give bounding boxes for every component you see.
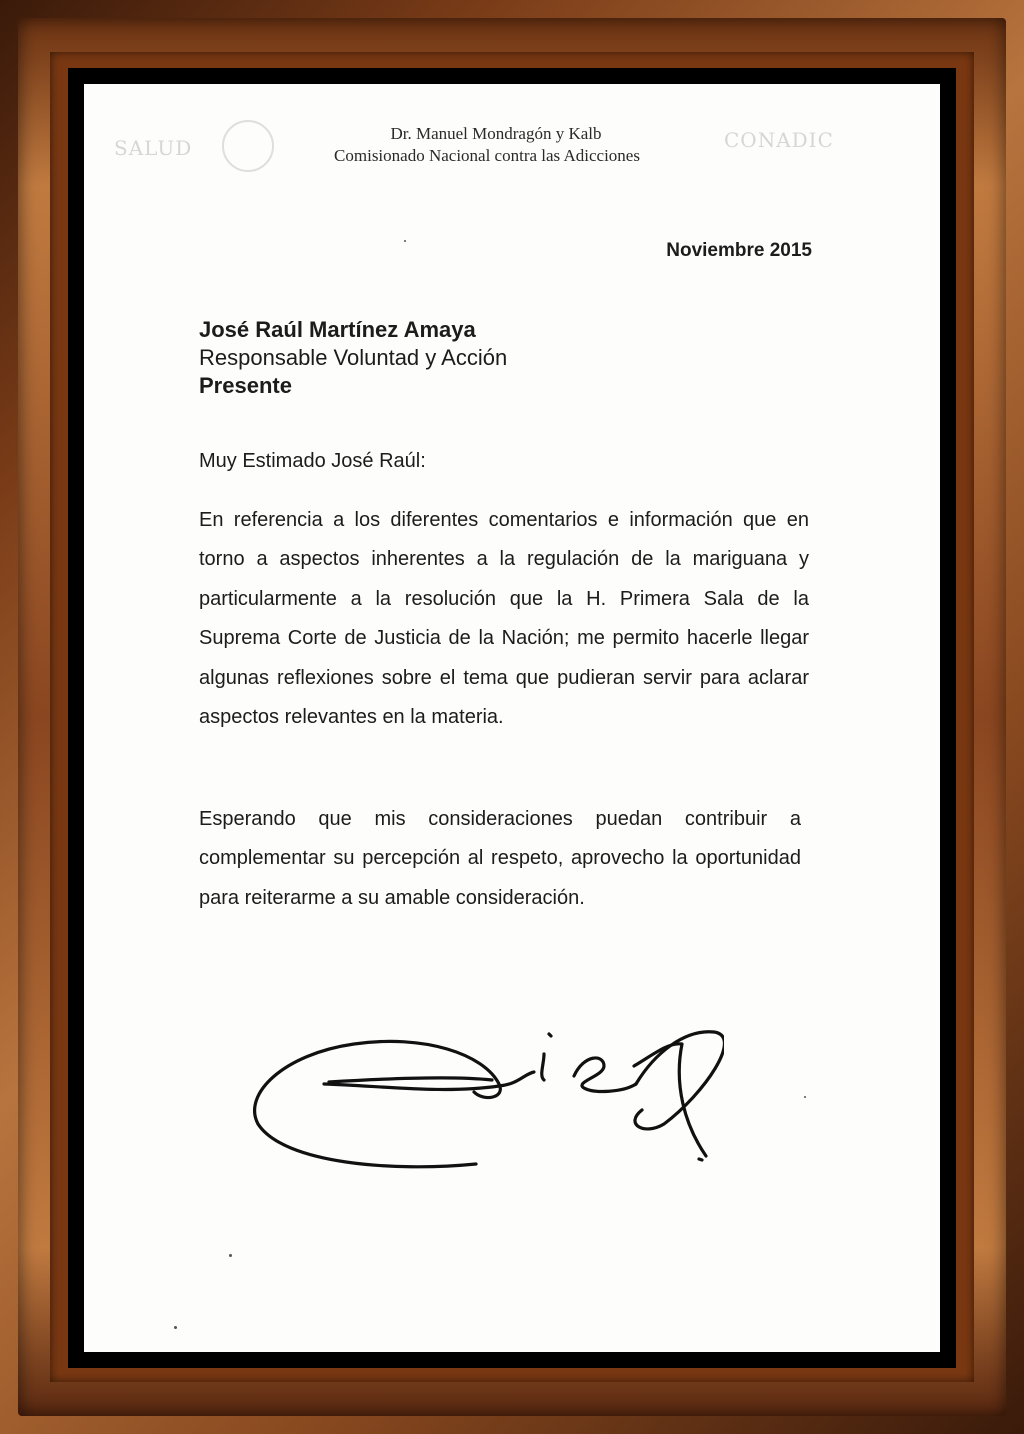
recipient-name: José Raúl Martínez Amaya [199,317,476,342]
paper-speck [804,1096,806,1098]
government-seal-icon [222,120,274,172]
salud-logo: SALUD [114,136,193,160]
letter-date: Noviembre 2015 [666,240,812,261]
handwritten-signature [244,1014,724,1184]
letterhead-name: Dr. Manuel Mondragón y Kalb [390,124,602,143]
salutation: Muy Estimado José Raúl: [199,450,426,472]
letter-page [84,84,940,1352]
recipient-role: Responsable Voluntad y Acción [199,345,508,370]
recipient-block [199,316,507,400]
recipient-presente: Presente [199,373,292,398]
paper-speck [174,1326,177,1329]
conadic-logo: CONADIC [724,128,834,152]
paper-speck [229,1254,232,1257]
paper-speck [404,240,406,242]
closing-paragraph: Esperando que mis consideraciones puedan contribuir a complementar su percepción al respeto, aprovecho la oportunidad para reiterarme a su amable consideración. [199,808,801,909]
letterhead-title: Comisionado Nacional contra las Adicciones [334,146,640,165]
body-paragraph: En referencia a los diferentes comentarios e información que en torno a aspectos inherentes a la regulación de la mariguana y particularmente a la resolución que la H. Primera Sala de la Suprema Corte de Justicia de la Nación; me permito hacerle llegar algunas reflexiones sobre el tema que pudieran servir para aclarar aspectos relevantes en la materia. [199,509,809,729]
